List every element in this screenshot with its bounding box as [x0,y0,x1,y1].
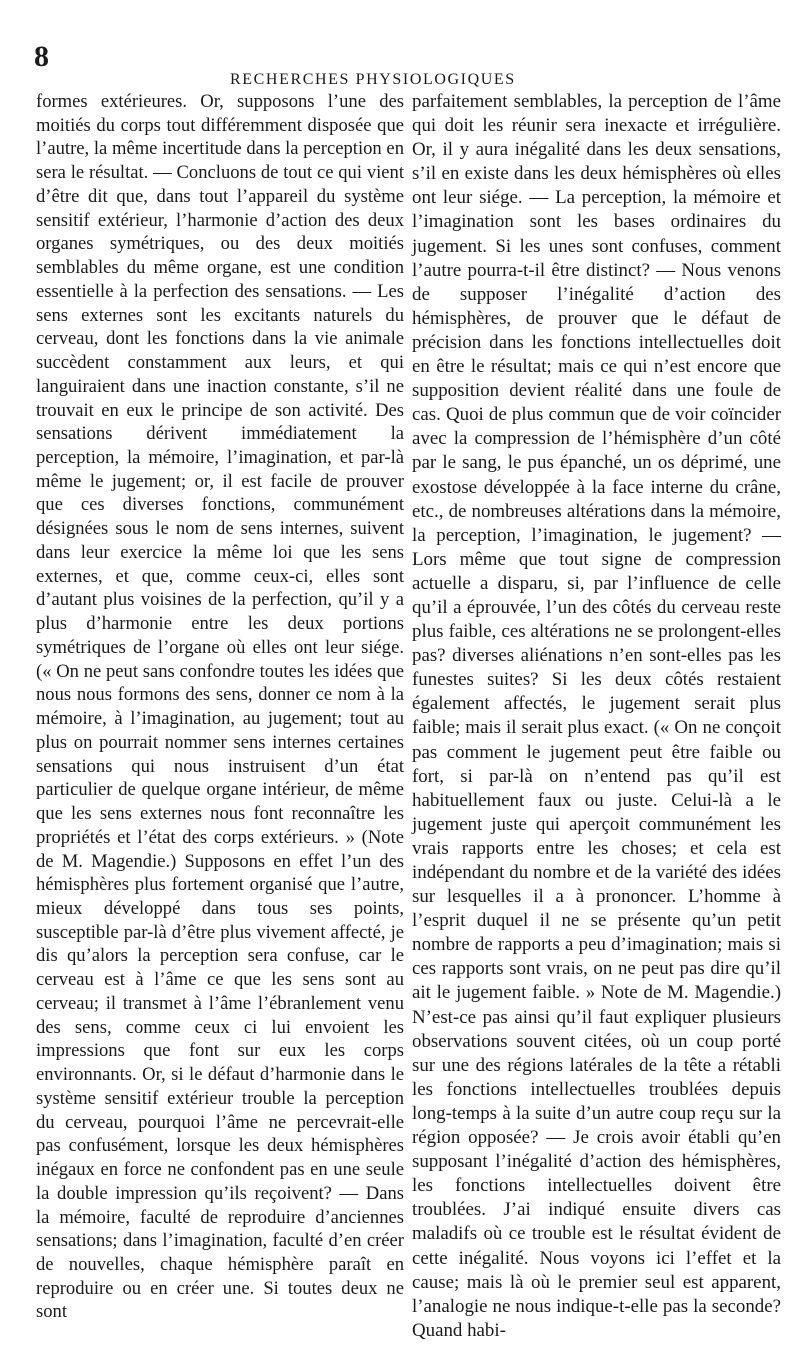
right-column [412,90,781,1343]
running-head: RECHERCHES PHYSIOLOGIQUES [230,71,516,88]
left-column [36,90,404,1324]
right-column-text: parfaitement semblables, la perception de l’âme qui doit les réunir sera inexacte et irrégulière. Or, il y aura inégalité dans les deux sensations, s’il en existe dans les deux hémisphères où elles ont leur siége. — La perception, la mémoire et l’imagination sont les bases ordinaires du jugement. Si les unes sont confuses, comment l’autre pourra-t-il être distinct? — Nous venons de supposer l’inégalité d’action des hémisphères, de prouver que le défaut de précision dans les fonctions intellectuelles doit en être le résultat; mais ce qui n’est encore que supposition devient réalité dans une foule de cas. Quoi de plus commun que de voir coïncider avec la compression de l’hémisphère d’un côté par le sang, le pus épanché, un os déprimé, une exostose développée à la face interne du crâne, etc., de nombreuses altérations dans la mémoire, la perception, l’imagination, le jugement? — Lors même que tout signe de compression actuelle a disparu, si, par l’influence de celle qu’il a éprouvée, l’un des côtés du cerveau reste plus faible, ces altérations ne se prolongent-elles pas? diverses aliénations n’en sont-elles pas les funestes suites? Si les deux côtés restaient également affectés, le jugement serait plus faible; mais il serait plus exact. (« On ne conçoit pas comment le jugement peut être faible ou fort, si par-là on n’entend pas qu’il est habituellement faux ou juste. Celui-là a le jugement juste qui aperçoit communément les vrais rapports entre les choses; et cela est indépendant du nombre et de la variété des idées sur lesquelles il a à prononcer. L’homme à l’esprit duquel il ne se présente qu’un petit nombre de rapports a peu d’imagination; mais si ces rapports sont vrais, on ne peut pas dire qu’il ait le jugement faible. » Note de M. Magendie.) N’est-ce pas ainsi qu’il faut expliquer plusieurs observations souvent citées, où un coup porté sur une des régions latérales de la tête a rétabli les fonctions intellectuelles troublées depuis long-temps à la suite d’un autre coup reçu sur la région opposée? — Je crois avoir établi qu’en supposant l’inégalité d’action des hémisphères, les fonctions intellectuelles doivent être troublées. J’ai indiqué ensuite divers cas maladifs où ce trouble est le résultat évident de cette inégalité. Nous voyons ici l’effet et la cause; mais là où le premier seul est apparent, l’analogie ne nous indique-t-elle pas la seconde? Quand habi- [412,91,781,1341]
page-number: 8 [34,40,49,73]
left-column-text: formes extérieures. Or, supposons l’une des moitiés du corps tout différemment disposée que l’autre, la même incertitude dans la perception en sera le résultat. — Concluons de tout ce qui vient d’être dit que, dans tout l’appareil du système sensitif extérieur, l’harmonie d’action des deux organes symétriques, ou des deux moitiés semblables du même organe, est une condition essentielle à la perfection des sensations. — Les sens externes sont les excitants naturels du cerveau, dont les fonctions dans la vie animale succèdent constamment aux leurs, et qui languiraient dans une inaction constante, s’il ne trouvait en eux le principe de son activité. Des sensations dérivent immédiatement la perception, la mémoire, l’imagination, et par-là même le jugement; or, il est facile de prouver que ces diverses fonctions, communément désignées sous le nom de sens internes, suivent dans leur exercice la même loi que les sens externes, et que, comme ceux-ci, elles sont d’autant plus voisines de la perfection, qu’il y a plus d’harmonie entre les deux portions symétriques de l’organe où elles ont leur siége. (« On ne peut sans confondre toutes les idées que nous nous formons des sens, donner ce nom à la mémoire, à l’imagination, au jugement; tout au plus on pourrait nommer sens internes certaines sensations qui nous instruisent d’un état particulier de quelque organe intérieur, de même que les sens externes nous font reconnaître les propriétés et l’état des corps extérieurs. » (Note de M. Magendie.) Supposons en effet l’un des hémisphères plus fortement organisé que l’autre, mieux développé dans tous ses points, susceptible par-là d’être plus vivement affecté, je dis qu’alors la perception sera confuse, car le cerveau est à l’âme ce que les sens sont au cerveau; il transmet à l’âme l’ébranlement venu des sens, comme ceux ci lui envoient les impressions que font sur eux les corps environnants. Or, si le défaut d’harmonie dans le système sensitif extérieur trouble la perception du cerveau, pourquoi l’âme ne percevrait-elle pas confusément, lorsque les deux hémisphères inégaux en force ne confondent pas en une seule la double impression qu’ils reçoivent? — Dans la mémoire, faculté de reproduire d’anciennes sensations; dans l’imagination, faculté d’en créer de nouvelles, chaque hémisphère paraît en reproduire ou en créer une. Si toutes deux ne sont [36,91,404,1323]
